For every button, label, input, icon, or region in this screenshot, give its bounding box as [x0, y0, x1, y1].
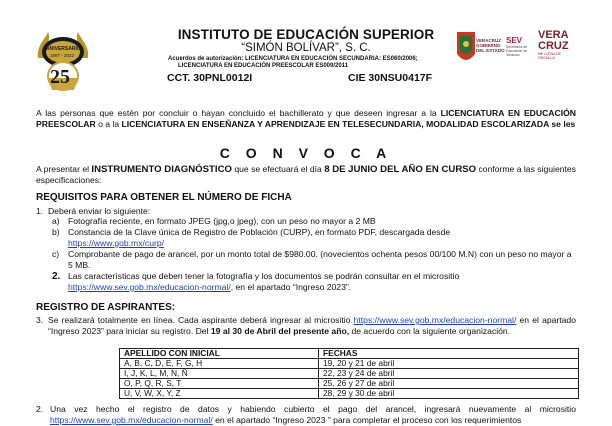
intro-text-2: o a la [95, 119, 122, 129]
table-cell: A, B, C, D, E, F, G, H [120, 359, 319, 369]
table-cell: I, J, K, L, M, N, Ñ [120, 369, 319, 379]
requisitos-item-2-tail: , en el apartado “Ingreso 2023”. [230, 282, 352, 292]
agreement-line-2: LICENCIATURA EN EDUCACIÓN PREESCOLAR ES009/2011 [178, 62, 349, 69]
requisitos-item-1-text: Deberá enviar lo siguiente: [47, 206, 151, 216]
intro-paragraph [36, 108, 576, 130]
table-cell: U, V, W, X, Y, Z [120, 389, 319, 399]
table-cell: 28, 29 y 30 de abril [319, 389, 579, 399]
sev-label: SEV [506, 36, 523, 45]
table-cell: 19, 20 y 21 de abril [319, 359, 579, 369]
table-row [120, 389, 579, 399]
requisitos-item-b-text: Constancia de la Clave única de Registro de Población (CURP), en formato PDF, descargada desde [68, 227, 451, 237]
table-row [120, 379, 579, 389]
presentar-text-1: A presentar el [36, 164, 92, 174]
column-header-apellido: APELLIDO CON INICIAL [120, 349, 319, 359]
anniversary-label: ANIVERSARIO [46, 46, 81, 52]
intro-bold-2: LICENCIATURA EN ENSEÑANZA Y APRENDIZAJE EN TELESECUNDARIA, MODALIDAD ESCOLARIZADA [121, 119, 549, 129]
microsite-link-2[interactable]: https://www.sev.gob.mx/educacion-normal/ [353, 315, 517, 325]
table-cell: O, P, Q, R, S, T [120, 379, 319, 389]
registro-item-1-mid: en el apartado “Ingreso 2023” para iniciar su registro. Del [48, 315, 576, 336]
registro-item-1-text: Se realizará totalmente en línea. Cada aspirante deberá ingresar al micrositio [48, 315, 351, 325]
requisitos-heading: REQUISITOS PARA OBTENER EL NÚMERO DE FICHA [36, 192, 292, 203]
requisitos-item-a: a) Fotografía reciente, en formato JPEG (jpg,o jpeg), con un peso no mayor a 2 MB [52, 216, 376, 226]
column-header-fechas: FECHAS [319, 349, 579, 359]
table-cell: 25, 26 y 27 de abril [319, 379, 579, 389]
table-header-row [120, 349, 579, 359]
requisitos-item-c-text: Comprobante de pago de arancel, por un monto total de $980.00. (novecientos ochenta pesos 00/100 M.N) con un peso no mayor a 5 MB. [68, 249, 572, 270]
registro-item-2-tail: en el apartado “Ingreso 2023 ” para completar el proceso con los requerimientos [212, 415, 522, 425]
table-row [120, 369, 579, 379]
registro-item-2: 2. Una vez hecho el registro de datos y habiendo cubierto el pago del arancel, ingresará nuevamente al micrositio https://www.sev.gob.mx/educacion-normal/ en el apartado “Ingreso 2023 ” para completar el proceso con los requerimientos [36, 404, 576, 425]
institution-name: “SIMÓN BOLÍVAR”, S. C. [241, 42, 371, 54]
veracruz-brand-logo [538, 30, 572, 60]
presentar-bold-2: 8 DE JUNIO DEL AÑO EN CURSO [324, 164, 477, 175]
veracruz-brand-sublabel: ME LLENA DE ORGULLO [538, 52, 561, 60]
registro-item-2-text: Una vez hecho el registro de datos y habiendo cubierto el pago del arancel, ingresará nuevamente al micrositio [50, 404, 576, 414]
veracruz-brand-label: VERA CRUZ [538, 29, 569, 52]
registro-heading: REGISTRO DE ASPIRANTES: [36, 302, 176, 313]
sev-logo [506, 36, 530, 57]
requisitos-item-a-text: Fotografía reciente, en formato JPEG (jpg,o jpeg), con un peso no mayor a 2 MB [68, 216, 376, 226]
table-row [120, 359, 579, 369]
presentar-text-2: que se efectuará el día [231, 164, 325, 174]
registro-item-1-bold: 19 al 30 de Abril del presente año, [210, 326, 350, 336]
presentar-paragraph [36, 164, 576, 186]
cct-code: CCT. 30PNL0012I [167, 72, 253, 84]
anniversary-number: 25 [50, 66, 70, 88]
requisitos-item-b: b) Constancia de la Clave única de Registro de Población (CURP), en formato PDF, descargada desde https://www.gob.mx/curp/ [52, 227, 451, 248]
requisitos-item-2-text: Las características que deben tener la fotografía y los documentos se podrán consultar en el micrositio [68, 271, 460, 281]
authorization-agreements [168, 56, 418, 69]
agreement-line-1: Acuerdos de autorización: LICENCIATURA EN EDUCACIÓN SECUNDARIA: ES060/2006; [168, 56, 418, 62]
cie-code: CIE 30NSU0417F [348, 72, 433, 84]
sev-sublabel: Secretaría de Educación de Veracruz [506, 45, 528, 57]
intro-text-3: se les [548, 119, 576, 129]
veracruz-coat-of-arms [455, 30, 477, 68]
requisitos-item-c: c) Comprobante de pago de arancel, por un monto total de $980.00. (novecientos ochenta pesos 00/100 M.N) con un peso no mayor a 5 MB. [52, 249, 576, 271]
registration-schedule-table [119, 348, 579, 399]
intro-text-1: A las personas que estén por concluir o hayan concluido el bachillerato y que deseen ingresar a la [36, 108, 441, 118]
presentar-bold-1: INSTRUMENTO DIAGNÓSTICO [91, 164, 232, 175]
microsite-link-1[interactable]: https://www.sev.gob.mx/educacion-normal/ [68, 282, 231, 292]
requisitos-item-1: 1. Deberá enviar lo siguiente: [36, 206, 151, 216]
veracruz-government-label: VERACRUZ GOBIERNO DEL ESTADO [476, 38, 505, 53]
curp-link[interactable]: https://www.gob.mx/curp/ [68, 238, 164, 248]
registro-item-1-tail: de acuerdo con la siguiente organización. [349, 326, 511, 336]
anniversary-years: 1997 - 2022 [50, 53, 75, 58]
intro-bold-1: LICENCIATURA EN EDUCACIÓN PREESCOLAR [36, 108, 576, 129]
institution-title: INSTITUTO DE EDUCACIÓN SUPERIOR [177, 27, 435, 42]
presentar-text-3: conforme a las siguientes especificaciones: [36, 164, 576, 185]
microsite-link-3[interactable]: https://www.sev.gob.mx/educacion-normal/ [50, 415, 213, 425]
registro-item-1: 3. Se realizará totalmente en línea. Cada aspirante deberá ingresar al micrositio https://www.sev.gob.mx/educacion-normal/ en el apartado “Ingreso 2023” para iniciar su registro. Del 19 al 30 de Abril del presente año, de acuerdo con la siguiente organización. [36, 315, 576, 336]
requisitos-item-2: 2. Las características que deben tener la fotografía y los documentos se podrán consultar en el micrositio https://www.sev.gob.mx/educacion-normal/, en el apartado “Ingreso 2023”. [52, 271, 460, 292]
convoca-title: C O N V O C A [219, 145, 393, 161]
table-cell: 22, 23 y 24 de abril [319, 369, 579, 379]
